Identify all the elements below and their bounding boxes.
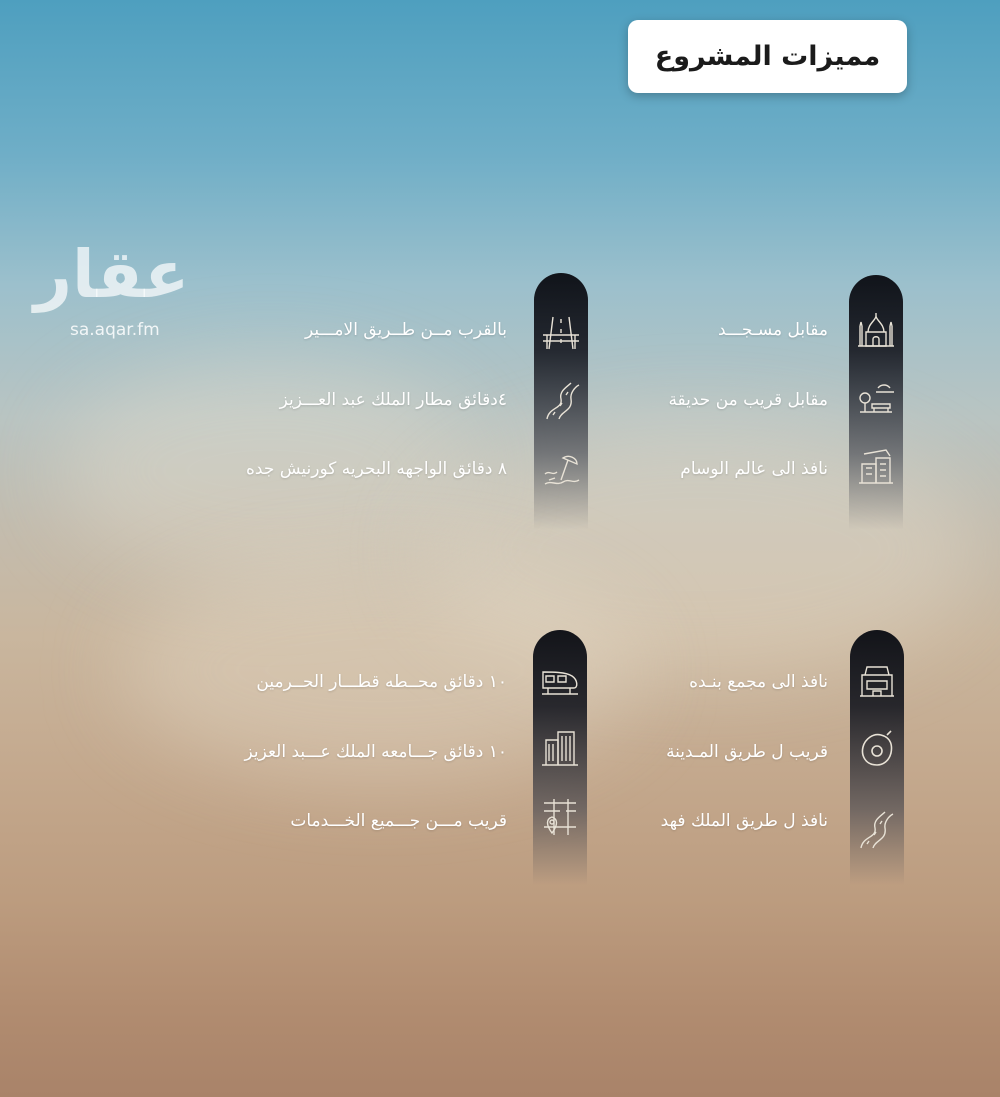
- feature-text: بالقرب مــن طــريق الامـــير: [304, 320, 507, 340]
- feature-text: ٨ دقائق الواجهه البحريه كورنيش جده: [245, 459, 507, 479]
- amusement-icon: [856, 446, 896, 486]
- feature-text: ١٠ دقائق محــطه قطـــار الحــرمين: [256, 672, 507, 692]
- mosque-icon: [856, 310, 896, 350]
- beach-icon: [541, 450, 581, 490]
- watermark-logo: عقار: [34, 236, 190, 313]
- feature-text: نافذ الى مجمع بنـده: [689, 672, 828, 692]
- park-icon: [856, 378, 896, 418]
- train-icon: [540, 660, 580, 700]
- watermark-url: sa.aqar.fm: [70, 320, 160, 340]
- feature-text: ١٠ دقائق جـــامعه الملك عـــبد العزيز: [244, 742, 507, 762]
- mall-icon: [857, 659, 897, 699]
- feature-text: نافذ الى عالم الوسام: [680, 459, 828, 479]
- feature-text: نافذ ل طريق الملك فهد: [660, 811, 828, 831]
- map-pin-icon: [857, 729, 897, 769]
- feature-text: مقابل مسـجـــد: [718, 320, 828, 340]
- road-icon: [857, 810, 897, 850]
- road-icon: [541, 381, 581, 421]
- feature-text: قريب ل طريق المـدينة: [666, 742, 828, 762]
- feature-text: قريب مـــن جـــميع الخـــدمات: [290, 811, 507, 831]
- page-title: مميزات المشروع: [654, 41, 881, 72]
- feature-text: مقابل قريب من حديقة: [668, 390, 828, 410]
- title-bubble: [628, 20, 907, 93]
- university-icon: [540, 728, 580, 768]
- feature-text: ٤دقائق مطار الملك عبد العـــزيز: [279, 390, 507, 410]
- services-icon: [540, 797, 580, 837]
- highway-icon: [541, 313, 581, 353]
